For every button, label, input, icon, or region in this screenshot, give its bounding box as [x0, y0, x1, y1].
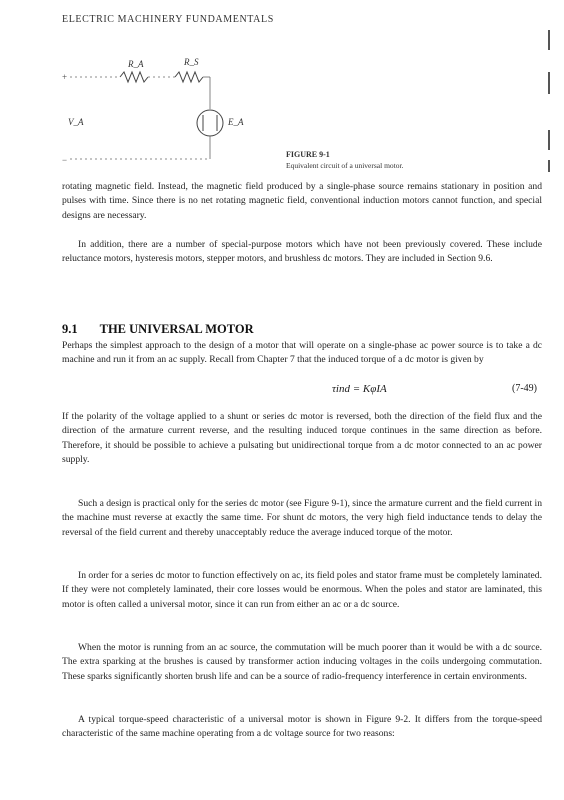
margin-rule: [548, 130, 550, 150]
paragraph-special-purpose: In addition, there are a number of special-purpose motors which have not been previously covered. These include reluctance motors, hysteresis motors, stepper motors, and brushless dc motors. They are included in Section 9.6.: [62, 239, 542, 265]
label-va: V_A: [68, 117, 84, 127]
figure-caption-text: Equivalent circuit of a universal motor.: [286, 161, 404, 170]
running-head: [62, 14, 274, 25]
paragraph-3: Such a design is practical only for the series dc motor (see Figure 9-1), since the armature current and the field current in the machine must reverse at exactly the same time. For shunt dc motors, the very high field inductance tends to delay the reversal of the field current and thereby unacceptably reduce the average induced torque of the motor.: [62, 498, 542, 538]
label-ra: R_A: [128, 59, 144, 69]
paragraph-5: When the motor is running from an ac source, the commutation will be much poorer than it would be with a dc source. The extra sparking at the brushes is caused by transformer action inducing voltages in the coils undergoing commutation. These sparks significantly shorten brush life and can be a source of radio-frequency interference in certain environments.: [62, 642, 542, 682]
paragraph-1: Perhaps the simplest approach to the design of a motor that will operate on a single-phase ac power source is to take a dc machine and run it from an ac supply. Recall from Chapter 7 that the induced torque of a dc motor is given by: [62, 340, 542, 366]
figure-caption-number: FIGURE 9-1: [286, 150, 330, 159]
margin-rule: [548, 72, 550, 94]
paragraph-intro: rotating magnetic field. Instead, the magnetic field produced by a single-phase source remains stationary in position and pulses with time. Since there is no net rotating magnetic field, conventional induction motors cannot function, and special designs are necessary.: [62, 181, 542, 221]
figure-caption: [286, 149, 403, 171]
margin-rule: [548, 160, 550, 172]
equation-number: (7-49): [512, 383, 537, 394]
section-heading: [62, 322, 254, 337]
svg-text:−: −: [62, 155, 68, 165]
paragraph-2: If the polarity of the voltage applied to a shunt or series dc motor is reversed, both the direction of the field flux and the direction of the armature current reverse, and the resulting induced torque continues in the same direction as before. Therefore, it should be possible to achieve a pulsating but unidirectional torque from a dc motor connected to an ac power supply.: [62, 411, 542, 465]
section-number: 9.1: [62, 322, 78, 336]
equation-formula: τind = KφIA: [332, 383, 387, 395]
equation-torque: [62, 383, 542, 399]
label-rs: R_S: [184, 57, 199, 67]
paragraph-6: A typical torque-speed characteristic of a universal motor is shown in Figure 9-2. It differs from the torque-speed characteristic of the same machine operating from a dc voltage source for two reasons:: [62, 714, 542, 740]
label-ea: E_A: [228, 117, 244, 127]
svg-text:+: +: [62, 72, 68, 82]
paragraph-4: In order for a series dc motor to function effectively on ac, its field poles and stator frame must be completely laminated. If they were not completely laminated, their core losses would be enormous. When the poles and stator are laminated, this motor is often called a universal motor, since it can run from either an ac or a dc source.: [62, 570, 542, 610]
section-title: THE UNIVERSAL MOTOR: [99, 322, 254, 336]
running-head-title: ELECTRIC MACHINERY FUNDAMENTALS: [62, 14, 274, 25]
margin-rule: [548, 30, 550, 50]
